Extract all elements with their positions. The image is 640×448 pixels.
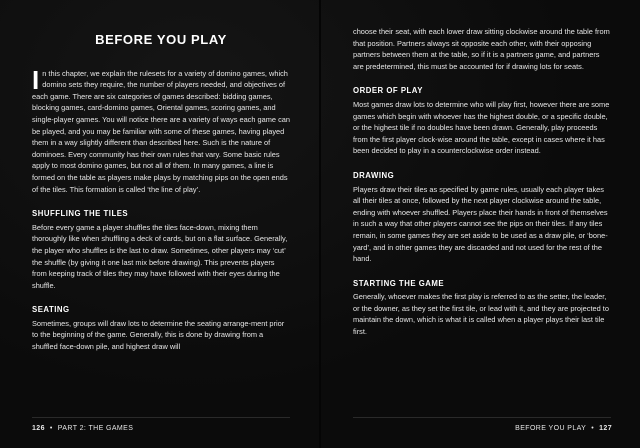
left-column (32, 26, 290, 364)
continued-paragraph: choose their seat, with each lower draw sitting clockwise around the table from that position. Partners always sit opposite each other, with their opposing partners between them at the table, so if it is a partners game, and partners are predetermined, this must be accounted for if drawing lots for seats. (353, 27, 610, 71)
section-drawing (353, 170, 611, 265)
right-footer (515, 425, 612, 432)
section-body: Generally, whoever makes the first play is referred to as the setter, the leader, or the downer, as they set the first tile, or lead with it, and they are projected to maintain the down, which is what it is called when a player plays their last tile first. (353, 292, 609, 337)
section-seating (32, 304, 290, 352)
section-shuffling (32, 208, 290, 291)
page-number: 127 (599, 425, 612, 432)
footer-rule (353, 417, 611, 418)
right-column (353, 26, 611, 349)
running-footer: BEFORE YOU PLAY (515, 425, 587, 432)
running-footer: PART 2: THE GAMES (57, 425, 134, 432)
section-heading: DRAWING (353, 170, 395, 180)
right-page (321, 0, 640, 448)
section-starting (353, 278, 611, 338)
section-body: Most games draw lots to determine who will play first, however there are some games which begin with whoever has the highest double, or a specific double, or the highest tile if no doubles have been drawn. Generally, play proceeds from the first player clock-wise around the table, except in cases where it has been decided to play in a counterclockwise order instead. (353, 99, 610, 156)
bullet-separator: • (591, 425, 595, 432)
section-heading: SHUFFLING THE TILES (32, 209, 129, 219)
section-heading: STARTING THE GAME (353, 278, 445, 288)
left-page (0, 0, 319, 448)
bullet-separator: • (49, 425, 53, 432)
drop-cap: I (32, 64, 40, 95)
intro-paragraph (32, 64, 290, 196)
left-footer (32, 425, 133, 432)
section-body: Before every game a player shuffles the tiles face-down, mixing them thoroughly like when shuffling a deck of cards, but on a flat surface. Generally, the player who shuffles is the last to draw. Sometimes, other players may ‘cut’ the shuffle (by giving it one last mix before drawing). This prevents players from keeping track of tiles they may have followed with their eyes during the shuffle. (32, 222, 288, 290)
section-heading: SEATING (32, 305, 70, 315)
section-body: Players draw their tiles as specified by game rules, usually each player takes all their tiles at once, followed by the next player clockwise around the table, ending with whoever shuffled. Players place their hands in front of themselves in such a way that other players cannot see the pips on their tiles. If any tiles remain, in some games they are set aside to be used as a draw pile, or ‘bone-yard’, and in other games they are discarded and not used for the rest of the hand. (353, 184, 608, 264)
footer-rule (32, 417, 290, 418)
section-order-of-play (353, 85, 611, 157)
chapter-title: BEFORE YOU PLAY (95, 32, 227, 47)
page-number: 126 (32, 425, 45, 432)
section-body: Sometimes, groups will draw lots to determine the seating arrange-ment prior to the beginning of the game. Generally, this is done by drawing from a shuffled face-down pile, and highest draw will (32, 318, 285, 352)
section-heading: ORDER OF PLAY (353, 86, 423, 96)
intro-text: n this chapter, we explain the rulesets for a variety of domino games, which domino sets they require, the number of players needed, and objectives of each game. There are six categories of games described: bidding games, blocking games, card-domino games, Oriental games, scoring games, and single-player games. You will notice there are a variety of ways each game can be played, and you may be familiar with some of these games, having played them in a way slightly different than described here. Such is the nature of dominoes. Every community has their own rules that vary. Some basic rules apply to most domino games, but not all of them. In many games, a line is formed on the table as players make plays by matching pips on the open ends of the tiles. This formation is called ‘the line of play’. (32, 68, 290, 194)
